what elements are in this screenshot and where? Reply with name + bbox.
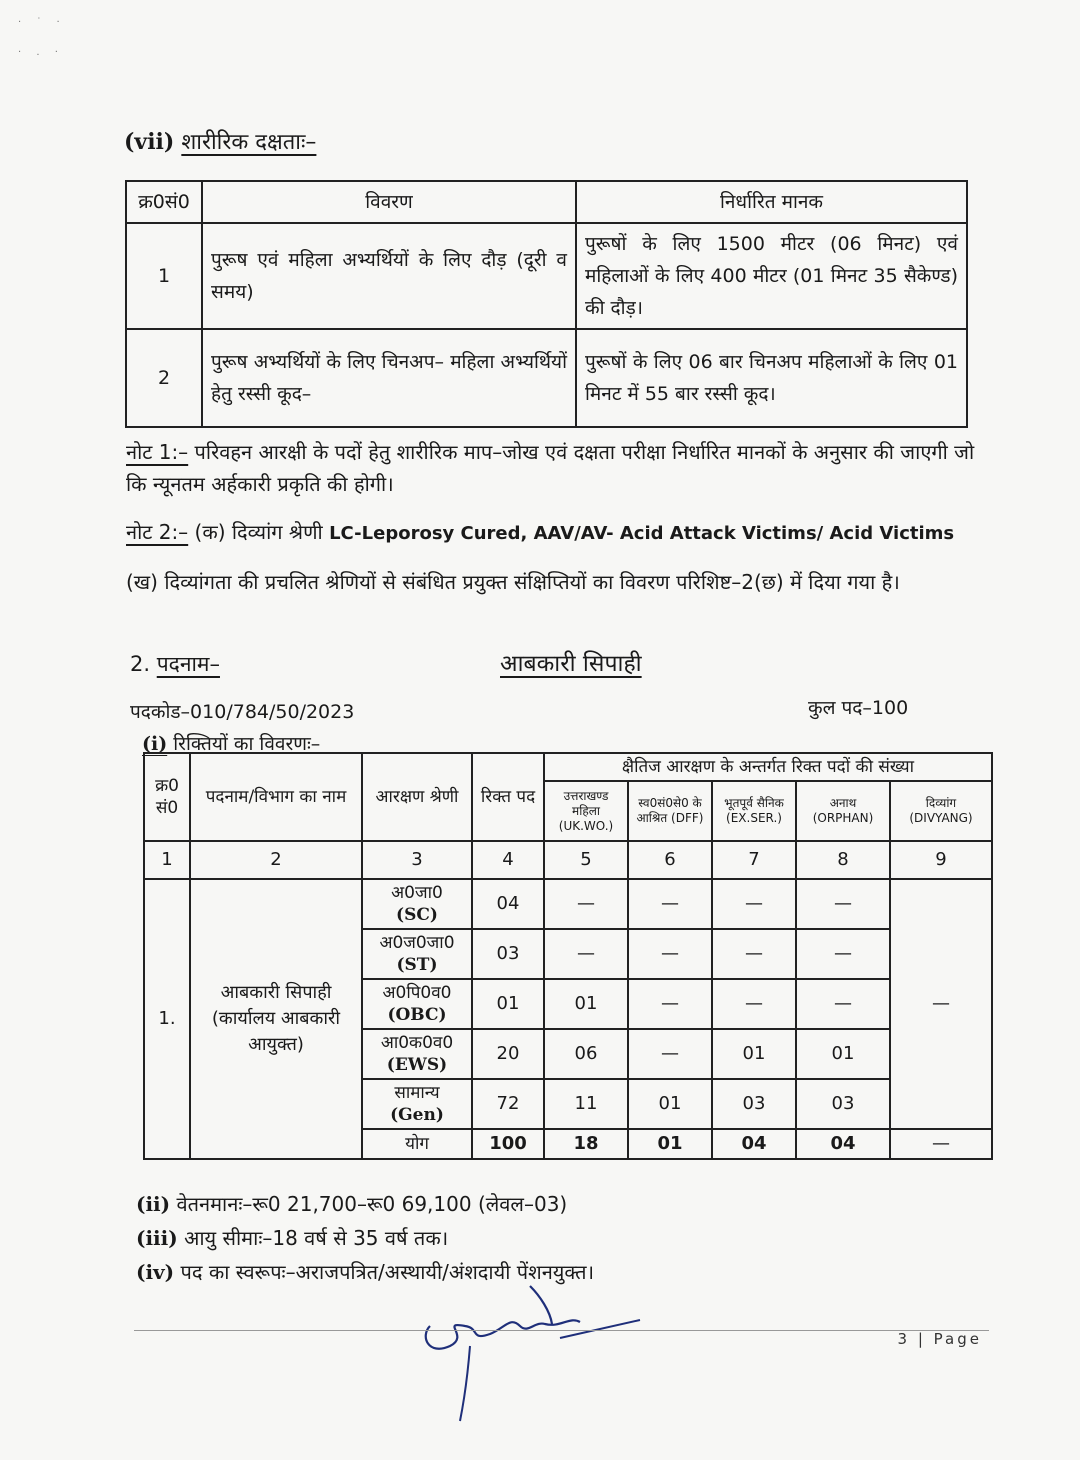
row-standard: पुरूषों के लिए 1500 मीटर (06 मिनट) एवं महिलाओं के लिए 400 मीटर (01 मिनट 35 सैकेण्ड) की दौड़।: [576, 223, 967, 329]
row-description: पुरूष एवं महिला अभ्यर्थियों के लिए दौड़ (दूरी व समय): [202, 223, 576, 329]
category-hi: अ0ज0जा0: [379, 933, 455, 953]
total-label: योग: [362, 1129, 472, 1159]
col-number: 4: [472, 841, 544, 879]
header-description: विवरण: [202, 181, 576, 223]
table-row: [126, 329, 967, 427]
col-category-header: आरक्षण श्रेणी: [362, 753, 472, 841]
exser-cell: —: [712, 929, 796, 979]
age-limit-text: आयु सीमाः–18 वर्ष से 35 वर्ष तक।: [177, 1226, 449, 1250]
category-cell: [362, 929, 472, 979]
row-standard: पुरूषों के लिए 06 बार चिनअप महिलाओं के लिए 01 मिनट में 55 बार रस्सी कूद।: [576, 329, 967, 427]
category-cell: [362, 879, 472, 929]
row-sno: 1: [126, 223, 202, 329]
note-1-text: परिवहन आरक्षी के पदों हेतु शारीरिक माप–जोख एवं दक्षता परीक्षा निर्धारित मानकों के अनुसार की जाएगी जो कि न्यूनतम अर्हकारी प्रकृति की होगी।: [126, 440, 975, 496]
note-2-bold: LC-Leporosy Cured, AAV/AV- Acid Attack Victims/ Acid Victims: [329, 523, 955, 544]
header-sno: क्र0सं0: [126, 181, 202, 223]
col-number: 5: [544, 841, 628, 879]
category-hi: आ0क0व0: [380, 1033, 454, 1053]
note-2-prefix: (क) दिव्यांग श्रेणी: [188, 520, 330, 544]
category-en: (OBC): [387, 1005, 447, 1025]
scan-specks: · ˙ · · . ·: [18, 17, 66, 58]
pay-scale-label: (ii): [136, 1192, 171, 1216]
post-nature-label: (iv): [136, 1260, 175, 1284]
ukwo-cell: 01: [544, 979, 628, 1029]
col-orphan-header: अनाथ (ORPHAN): [796, 781, 890, 841]
row-description: पुरूष अभ्यर्थियों के लिए चिनअप– महिला अभ्यर्थियों हेतु रस्सी कूद–: [202, 329, 576, 427]
col-number: 2: [190, 841, 362, 879]
orphan-cell: —: [796, 979, 890, 1029]
total-exser: 04: [712, 1129, 796, 1159]
exser-cell: —: [712, 979, 796, 1029]
dff-cell: 01: [628, 1079, 712, 1129]
footer-divider: [134, 1330, 989, 1331]
exser-cell: 03: [712, 1079, 796, 1129]
category-en: (ST): [396, 955, 438, 975]
note-1: [126, 436, 978, 500]
age-limit: [136, 1224, 448, 1251]
vacant-cell: 72: [472, 1079, 544, 1129]
col-number: 6: [628, 841, 712, 879]
vacancy-label: (i): [142, 733, 168, 755]
orphan-cell: 01: [796, 1029, 890, 1079]
vacant-cell: 03: [472, 929, 544, 979]
section-vii-label: (vii): [124, 129, 175, 155]
ukwo-cell: —: [544, 879, 628, 929]
table-row: [144, 879, 992, 929]
note-2b: (ख) दिव्यांगता की प्रचलित श्रेणियों से संबंधित प्रयुक्त संक्षिप्तियों का विवरण परिशिष्ट–2(छ) में दिया गया है।: [126, 570, 900, 594]
total-orphan: 04: [796, 1129, 890, 1159]
col-divyang-header: दिव्यांग (DIVYANG): [890, 781, 992, 841]
col-number: 3: [362, 841, 472, 879]
orphan-cell: —: [796, 929, 890, 979]
vacancy-header-row-1: [144, 753, 992, 781]
pay-scale: [136, 1190, 567, 1217]
category-en: (Gen): [390, 1105, 444, 1125]
age-limit-label: (iii): [136, 1226, 178, 1250]
section-vii-title: शारीरिक दक्षताः–: [181, 130, 317, 155]
page-number: 3 | Page: [897, 1330, 982, 1348]
total-vacant: 100: [472, 1129, 544, 1159]
total-posts: कुल पद–100: [808, 697, 909, 719]
post-heading: [130, 650, 220, 678]
horizontal-reservation-header: क्षैतिज आरक्षण के अन्तर्गत रिक्त पदों की संख्या: [544, 753, 992, 781]
column-number-row: [144, 841, 992, 879]
note-2: [126, 516, 978, 550]
table-row: [126, 223, 967, 329]
vacant-cell: 01: [472, 979, 544, 1029]
category-cell: [362, 1029, 472, 1079]
category-en: (EWS): [386, 1055, 448, 1075]
fitness-table: [125, 180, 968, 428]
ukwo-cell: 06: [544, 1029, 628, 1079]
col-vacant-header: रिक्त पद: [472, 753, 544, 841]
ukwo-cell: 11: [544, 1079, 628, 1129]
category-hi: अ0जा0: [391, 883, 443, 903]
fitness-table-header: [126, 181, 967, 223]
col-number: 9: [890, 841, 992, 879]
ukwo-cell: —: [544, 929, 628, 979]
vacancy-table: [143, 752, 993, 1160]
category-en: (SC): [396, 905, 438, 925]
category-cell: [362, 979, 472, 1029]
category-cell: [362, 1079, 472, 1129]
vacancy-title: रिक्तियों का विवरणः–: [173, 733, 321, 755]
col-number: 1: [144, 841, 190, 879]
col-sno-header: क्र0 सं0: [144, 753, 190, 841]
dff-cell: —: [628, 1029, 712, 1079]
category-hi: सामान्य: [394, 1083, 440, 1103]
section-vii-heading: [124, 126, 316, 156]
row-sno: 1.: [144, 879, 190, 1159]
orphan-cell: 03: [796, 1079, 890, 1129]
col-ukwo-header: उत्तराखण्ड महिला (UK.WO.): [544, 781, 628, 841]
divyang-merged-cell: —: [890, 879, 992, 1129]
note-1-label: नोट 1:–: [126, 440, 189, 464]
col-exser-header: भूतपूर्व सैनिक (EX.SER.): [712, 781, 796, 841]
row-sno: 2: [126, 329, 202, 427]
note-2-label: नोट 2:–: [126, 520, 189, 544]
post-number: 2.: [130, 652, 151, 676]
signature: [410, 1276, 650, 1436]
vacant-cell: 04: [472, 879, 544, 929]
vacant-cell: 20: [472, 1029, 544, 1079]
pay-scale-text: वेतनमानः–रू0 21,700–रू0 69,100 (लेवल–03): [170, 1192, 568, 1216]
header-standard: निर्धारित मानक: [576, 181, 967, 223]
col-post-header: पदनाम/विभाग का नाम: [190, 753, 362, 841]
post-code: पदकोड–010/784/50/2023: [130, 701, 355, 723]
post-nature-text: पद का स्वरूपः–अराजपत्रित/अस्थायी/अंशदायी पेंशनयुक्त।: [174, 1260, 595, 1284]
post-department-name: आबकारी सिपाही (कार्यालय आबकारी आयुक्त): [190, 879, 362, 1159]
total-ukwo: 18: [544, 1129, 628, 1159]
total-dff: 01: [628, 1129, 712, 1159]
exser-cell: —: [712, 879, 796, 929]
col-dff-header: स्व0सं0से0 के आश्रित (DFF): [628, 781, 712, 841]
dff-cell: —: [628, 879, 712, 929]
total-divyang: —: [890, 1129, 992, 1159]
col-number: 7: [712, 841, 796, 879]
dff-cell: —: [628, 929, 712, 979]
dff-cell: —: [628, 979, 712, 1029]
post-name: आबकारी सिपाही: [500, 651, 642, 677]
post-label: पदनाम–: [156, 652, 220, 676]
exser-cell: 01: [712, 1029, 796, 1079]
category-hi: अ0पि0व0: [382, 983, 452, 1003]
col-number: 8: [796, 841, 890, 879]
orphan-cell: —: [796, 879, 890, 929]
